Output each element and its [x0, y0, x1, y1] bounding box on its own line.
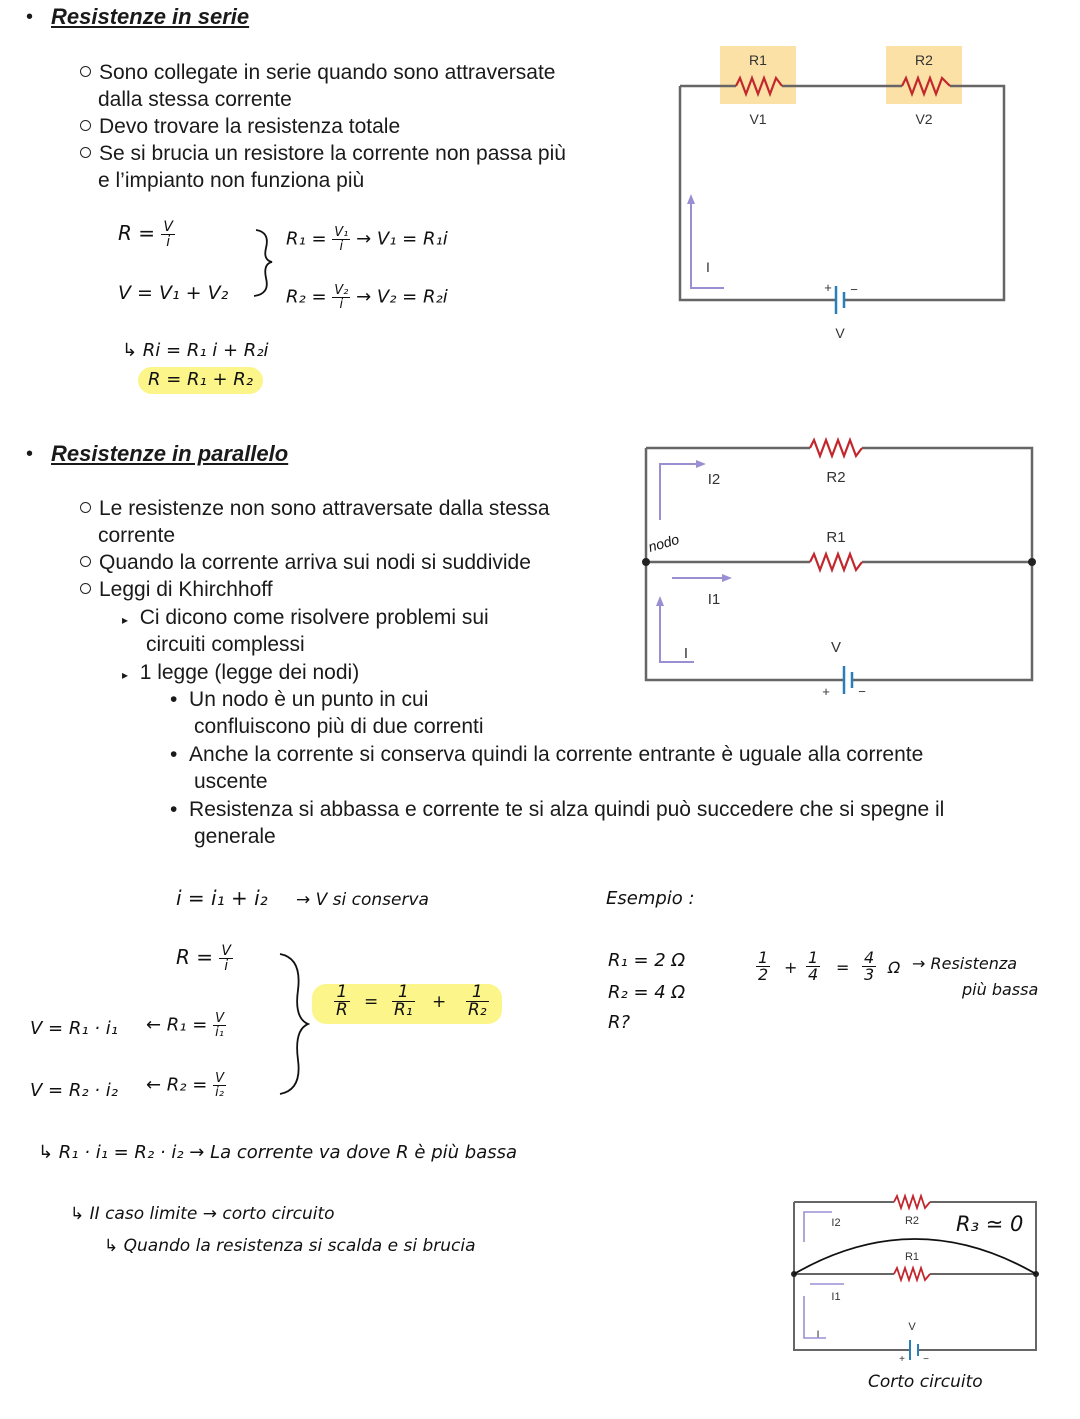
label-r2: R2	[915, 52, 933, 68]
sub-bullet-1: ▸ Ci dicono come risolvere problemi sui	[122, 606, 489, 629]
label-i2: I2	[707, 471, 721, 488]
brace-icon	[276, 950, 316, 1100]
fraction: $\frac{\text{V₁}}{i}$	[334, 225, 349, 254]
label-v: V	[835, 325, 845, 341]
formula-v-sum: V = V₁ + V₂	[118, 282, 229, 304]
subsub-bullet-3: • Resistenza si abbassa e corrente te si alza quindi può succedere che si spegne il	[170, 798, 945, 821]
battery-plus: +	[824, 280, 832, 295]
note-r3-zero: R₃ ≃ 0	[956, 1212, 1024, 1236]
esempio-r-question: R?	[608, 1012, 631, 1033]
label-i: I	[816, 1329, 820, 1341]
fraction: $\frac{V}{i}$	[163, 219, 173, 250]
note-v-conserva: → V si conserva	[296, 890, 429, 910]
resistor-r2-icon	[810, 440, 862, 456]
ring-bullet-icon	[80, 502, 91, 513]
resistor-r2-icon	[894, 1196, 930, 1208]
formula-r2-def: ← R₂ = $\frac{V}{\text{i₂}}$	[146, 1071, 224, 1100]
fraction: $\frac{V}{\text{i₁}}$	[215, 1011, 224, 1040]
formula-r-def: R = $\frac{V}{i}$	[176, 943, 231, 974]
caption-corto-circuito: Corto circuito	[868, 1372, 983, 1392]
formula-r2: R₂ = $\frac{\text{V₂}}{i}$ → V₂ = R₂i	[286, 283, 448, 312]
fraction: $\frac{1}{R}$	[336, 982, 348, 1020]
triangle-bullet-icon: ▸	[122, 613, 129, 627]
formula-series-sum: ↳ Ri = R₁ i + R₂i	[122, 340, 269, 361]
fraction: $\frac{\text{V₂}}{i}$	[334, 283, 349, 312]
current-arrow-i2-icon	[660, 464, 700, 520]
parallelo-bullet-1-cont: corrente	[98, 524, 176, 547]
label-r2: R2	[904, 1215, 920, 1227]
label-i: I	[683, 645, 689, 662]
label-nodo: nodo	[646, 530, 681, 555]
subsub-bullet-3-cont: generale	[194, 825, 276, 848]
label-current-i: I	[706, 259, 710, 275]
battery-minus: −	[850, 282, 858, 297]
serie-bullet-1-cont: dalla stessa corrente	[98, 88, 292, 111]
fraction: $\frac{1}{4}$	[808, 948, 819, 984]
ring-bullet-icon	[80, 556, 91, 567]
label-r2: R2	[826, 469, 846, 486]
formula-r1: R₁ = $\frac{\text{V₁}}{i}$ → V₁ = R₁i	[286, 225, 448, 254]
battery-plus: +	[822, 684, 830, 699]
sub-bullet-2: ▸ 1 legge (legge dei nodi)	[122, 661, 360, 684]
formula-current-sum: i = i₁ + i₂	[176, 886, 268, 910]
ring-bullet-icon	[80, 147, 91, 158]
current-arrow-i-icon	[804, 1296, 826, 1338]
bullet-dot: •	[26, 6, 34, 28]
fraction: $\frac{V}{\text{i₂}}$	[215, 1071, 224, 1100]
series-circuit-diagram	[660, 40, 1020, 350]
ring-bullet-icon	[80, 66, 91, 77]
fraction: $\frac{1}{2}$	[758, 948, 769, 984]
label-v: V	[830, 639, 842, 656]
current-arrow-i-icon	[660, 602, 694, 662]
subsub-bullet-1-cont: confluiscono più di due correnti	[194, 715, 484, 738]
fraction: $\frac{4}{3}$	[864, 948, 875, 984]
label-v2: V2	[915, 111, 933, 127]
parallelo-bullet-2: Quando la corrente arriva sui nodi si suddivide	[80, 549, 531, 576]
note-corrente-bassa: ↳ R₁ · i₁ = R₂ · i₂ → La corrente va dove R è più bassa	[38, 1142, 518, 1163]
formula-series-result: R = R₁ + R₂	[138, 367, 263, 394]
esempio-calculation: $\frac{1}{2}$ + $\frac{1}{4}$ = $\frac{4}{3}$ Ω → Resistenza più bassa	[758, 948, 1039, 999]
label-r1: R1	[904, 1251, 920, 1263]
bullet-dot: •	[26, 443, 34, 465]
subsub-bullet-1: • Un nodo è un punto in cui	[170, 688, 429, 711]
formula-v-r2: V = R₂ · i₂	[30, 1080, 118, 1101]
label-r1: R1	[826, 529, 846, 546]
fraction: $\frac{V}{i}$	[221, 943, 231, 974]
subsub-bullet-2: • Anche la corrente si conserva quindi la corrente entrante è uguale alla corrente	[170, 743, 924, 766]
serie-bullet-3: Se si brucia un resistore la corrente non passa più	[80, 140, 566, 167]
note-quando: ↳ Quando la resistenza si scalda e si brucia	[104, 1236, 476, 1256]
parallelo-bullet-3: Leggi di Khirchhoff	[80, 576, 273, 603]
ring-bullet-icon	[80, 120, 91, 131]
label-r1: R1	[749, 52, 767, 68]
sub-bullet-1-cont: circuiti complessi	[146, 633, 305, 656]
ring-bullet-icon	[80, 583, 91, 594]
subsub-bullet-2-cont: uscente	[194, 770, 268, 793]
resistor-r1-icon	[894, 1268, 930, 1280]
parallel-circuit-diagram	[630, 428, 1050, 708]
label-i1: I1	[831, 1291, 841, 1303]
current-arrow-i2-icon	[804, 1212, 832, 1242]
formula-v-r1: V = R₁ · i₁	[30, 1018, 118, 1039]
esempio-r1: R₁ = 2 Ω	[608, 950, 686, 971]
fraction: $\frac{1}{\text{R₁}}$	[394, 982, 413, 1020]
battery-minus: −	[923, 1354, 929, 1365]
battery-plus: +	[899, 1354, 905, 1365]
triangle-bullet-icon: ▸	[122, 668, 129, 682]
node-right	[1028, 558, 1036, 566]
esempio-title: Esempio :	[606, 888, 695, 909]
formula-r-def: R = $\frac{V}{i}$	[118, 219, 173, 250]
label-i1: I1	[707, 591, 721, 608]
battery-minus: −	[858, 684, 866, 699]
node-left	[642, 558, 650, 566]
serie-bullet-2: Devo trovare la resistenza totale	[80, 113, 400, 140]
formula-r1-def: ← R₁ = $\frac{V}{\text{i₁}}$	[146, 1011, 224, 1040]
parallelo-bullet-1: Le resistenze non sono attraversate dalla stessa	[80, 495, 550, 522]
label-v1: V1	[749, 111, 767, 127]
section-heading-parallelo: Resistenze in parallelo	[51, 441, 289, 466]
note-caso-limite: ↳ II caso limite → corto circuito	[70, 1204, 335, 1224]
esempio-r2: R₂ = 4 Ω	[608, 982, 686, 1003]
label-i2: I2	[831, 1217, 841, 1229]
serie-bullet-1: Sono collegate in serie quando sono attraversate	[80, 59, 555, 86]
brace-icon	[252, 224, 278, 300]
formula-parallel-result: $\frac{1}{R}$ = $\frac{1}{\text{R₁}}$ + $\frac{1}{\text{R₂}}$	[312, 984, 502, 1024]
serie-bullet-3-cont: e l’impianto non funziona più	[98, 169, 365, 192]
fraction: $\frac{1}{\text{R₂}}$	[468, 982, 487, 1020]
section-heading-serie: Resistenze in serie	[51, 4, 250, 29]
label-v: V	[908, 1321, 916, 1333]
resistor-r1-icon	[810, 554, 862, 570]
